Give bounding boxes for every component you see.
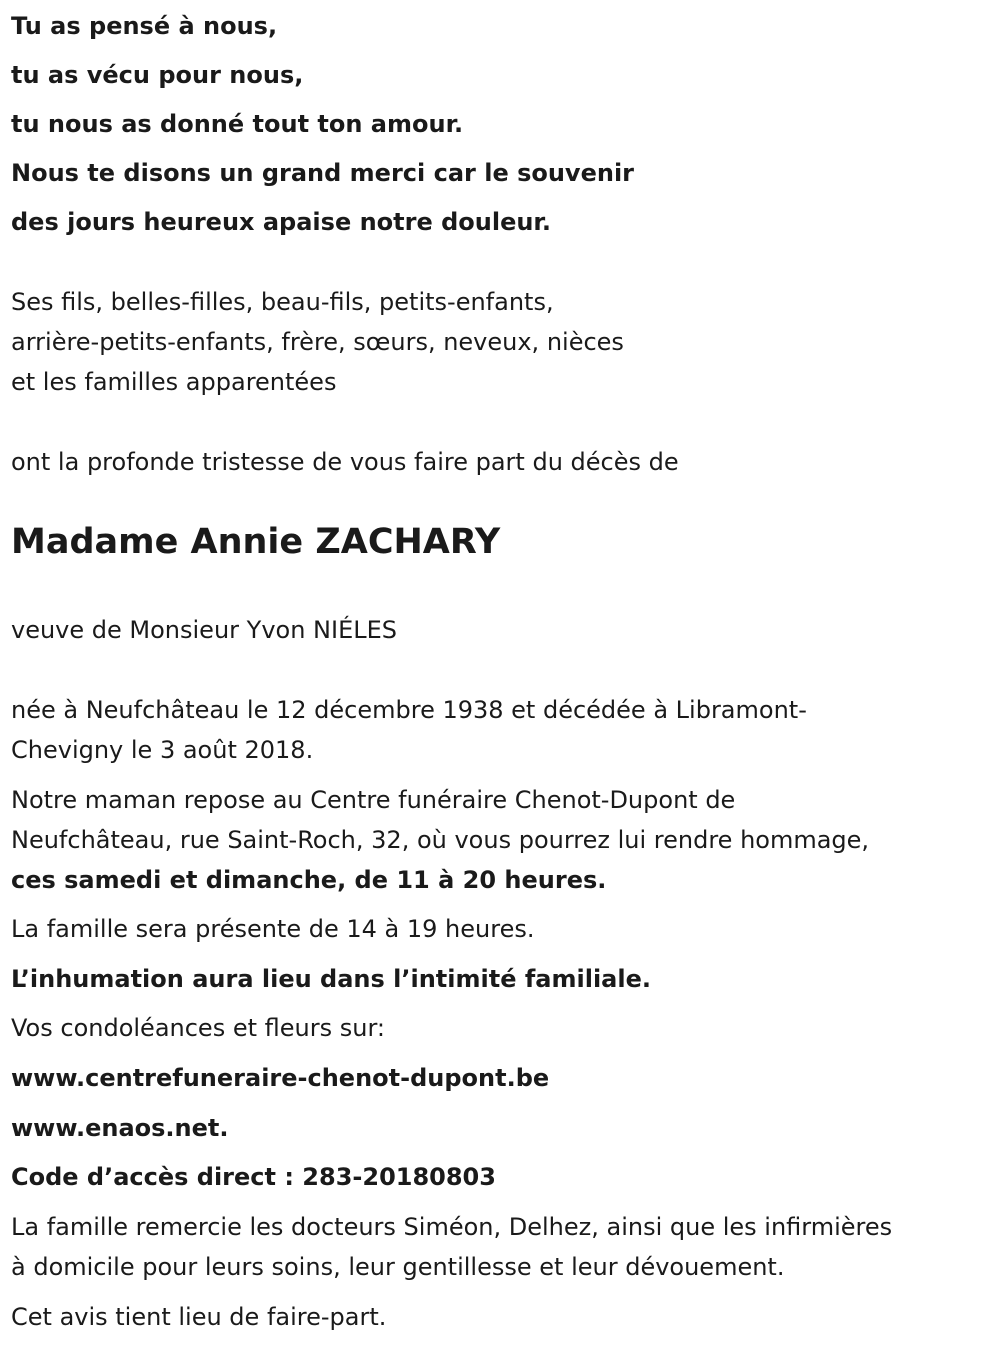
rest-line-1: Notre maman repose au Centre funéraire Chenot-Dupont de [11,786,736,814]
deceased-name: Madame Annie ZACHARY [11,522,501,562]
thanks-line-2: à domicile pour leurs soins, leur gentillesse et leur dévouement. [11,1253,785,1281]
closing-note: Cet avis tient lieu de faire-part. [11,1303,387,1331]
family-line-3: et les familles apparentées [11,368,337,396]
poem-line-4: Nous te disons un grand merci car le souvenir [11,159,635,187]
poem-line-2: tu as vécu pour nous, [11,61,304,89]
family-line-1: Ses fils, belles-filles, beau-fils, petits-enfants, [11,288,554,316]
family-presence: La famille sera présente de 14 à 19 heures. [11,915,535,943]
family-line-2: arrière-petits-enfants, frère, sœurs, neveux, nièces [11,328,624,356]
widow-of: veuve de Monsieur Yvon NIÉLES [11,616,398,644]
announcement: ont la profonde tristesse de vous faire part du décès de [11,448,679,476]
thanks-line-1: La famille remercie les docteurs Siméon, Delhez, ainsi que les infirmières [11,1213,893,1241]
birth-death-line-2: Chevigny le 3 août 2018. [11,736,314,764]
rest-line-3: ces samedi et dimanche, de 11 à 20 heures. [11,866,607,894]
rest-line-2: Neufchâteau, rue Saint-Roch, 32, où vous pourrez lui rendre hommage, [11,826,870,854]
poem-line-1: Tu as pensé à nous, [11,12,278,40]
birth-death-line-1: née à Neufchâteau le 12 décembre 1938 et décédée à Libramont- [11,696,807,724]
website-link-2[interactable]: www.enaos.net. [11,1114,229,1142]
access-code: Code d’accès direct : 283-20180803 [11,1163,496,1191]
poem-line-3: tu nous as donné tout ton amour. [11,110,464,138]
burial-notice: L’inhumation aura lieu dans l’intimité familiale. [11,965,651,993]
website-link-1[interactable]: www.centrefuneraire-chenot-dupont.be [11,1064,550,1092]
condolences-intro: Vos condoléances et fleurs sur: [11,1014,385,1042]
poem-line-5: des jours heureux apaise notre douleur. [11,208,551,236]
